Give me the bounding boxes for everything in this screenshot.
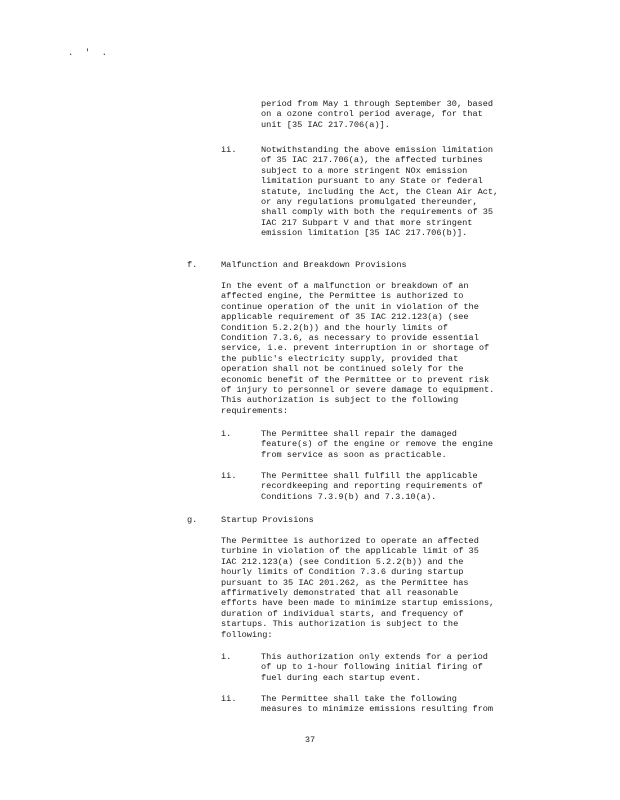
section-g-item-ii: [261, 694, 493, 715]
text-line: pursuant to 35 IAC 201.262, as the Permittee has: [221, 577, 469, 588]
text-line: This authorization only extends for a period: [261, 652, 488, 662]
text-line: This authorization is subject to the following: [221, 395, 459, 406]
text-line: Conditions 7.3.9(b) and 7.3.10(a).: [261, 491, 437, 502]
text-line: In the event of a malfunction or breakdown of an: [221, 281, 469, 291]
item-numeral: ii.: [221, 471, 237, 481]
section-f-item-ii: [261, 471, 483, 502]
text-line: recordkeeping and reporting requirements of: [261, 481, 483, 492]
section-g-paragraph: [221, 536, 494, 640]
text-line: unit [35 IAC 217.706(a)].: [261, 119, 390, 130]
text-line: or any regulations promulgated thereunder,: [261, 197, 478, 208]
text-line: period from May 1 through September 30, based: [261, 99, 494, 109]
text-line: shall comply with both the requirements of 35: [261, 207, 494, 218]
text-line: efforts have been made to minimize startup emissions,: [221, 598, 495, 609]
text-line: measures to minimize emissions resulting from: [261, 704, 494, 715]
section-heading: Malfunction and Breakdown Provisions: [221, 260, 407, 270]
text-line: Condition 5.2.2(b)) and the hourly limits of: [221, 322, 448, 333]
text-line: IAC 212.123(a) (see Condition 5.2.2(b)) and the: [221, 556, 464, 567]
item-numeral: i.: [221, 652, 232, 662]
section-f-paragraph: [221, 281, 494, 416]
text-line: applicable requirement of 35 IAC 212.123(a) (see: [221, 312, 469, 323]
text-line: statute, including the Act, the Clean Air Act,: [261, 186, 499, 197]
text-line: IAC 217 Subpart V and that more stringent: [261, 217, 473, 228]
section-f-item-i: [261, 429, 493, 460]
item-numeral: i.: [221, 429, 232, 439]
text-line: limitation pursuant to any State or federal: [261, 176, 483, 187]
text-line: Notwithstanding the above emission limitation: [261, 145, 494, 155]
text-line: the public's electricity supply, provided that: [221, 353, 459, 364]
text-line: requirements:: [221, 405, 289, 416]
text-line: from service as soon as practicable.: [261, 449, 447, 460]
text-line: economic benefit of the Permittee or to prevent risk: [221, 374, 490, 385]
text-line: emission limitation [35 IAC 217.706(b)].: [261, 228, 468, 239]
corner-mark: . ' .: [68, 48, 111, 58]
text-line: feature(s) of the engine or remove the engine: [261, 439, 494, 450]
text-line: on a ozone control period average, for that: [261, 109, 483, 120]
text-line: of injury to personnel or severe damage to equipment.: [221, 385, 495, 396]
text-line: operation shall not be continued solely for the: [221, 364, 464, 375]
text-line: Condition 7.3.6, as necessary to provide essential: [221, 333, 479, 344]
item-numeral: ii.: [221, 694, 237, 704]
text-line: turbine in violation of the applicable limit of 35: [221, 546, 479, 557]
intro-paragraph: [261, 99, 493, 130]
text-line: of 35 IAC 217.706(a), the affected turbines: [261, 155, 483, 166]
text-line: The Permittee shall repair the damaged: [261, 429, 457, 439]
text-line: affected engine, the Permittee is authorized to: [221, 291, 464, 302]
text-line: following:: [221, 629, 273, 640]
section-g-item-i: [261, 652, 488, 683]
section-heading: Startup Provisions: [221, 515, 314, 525]
text-line: duration of individual starts, and frequency of: [221, 608, 464, 619]
section-letter: f.: [187, 260, 198, 270]
item-ii-paragraph: [261, 145, 498, 239]
text-line: continue operation of the unit in violation of the: [221, 301, 479, 312]
text-line: fuel during each startup event.: [261, 672, 421, 683]
section-letter: g.: [187, 515, 198, 525]
text-line: The Permittee shall take the following: [261, 694, 457, 704]
page-number: 37: [304, 735, 316, 745]
text-line: of up to 1-hour following initial firing of: [261, 662, 483, 673]
text-line: subject to a more stringent NOx emission: [261, 165, 468, 176]
text-line: The Permittee shall fulfill the applicable: [261, 471, 478, 481]
text-line: service, i.e. prevent interruption in or shortage of: [221, 343, 490, 354]
text-line: affirmatively demonstrated that all reasonable: [221, 588, 459, 599]
text-line: startups. This authorization is subject to the: [221, 619, 459, 630]
item-numeral: ii.: [221, 145, 237, 155]
text-line: The Permittee is authorized to operate an affected: [221, 536, 479, 546]
text-line: hourly limits of Condition 7.3.6 during startup: [221, 567, 464, 578]
